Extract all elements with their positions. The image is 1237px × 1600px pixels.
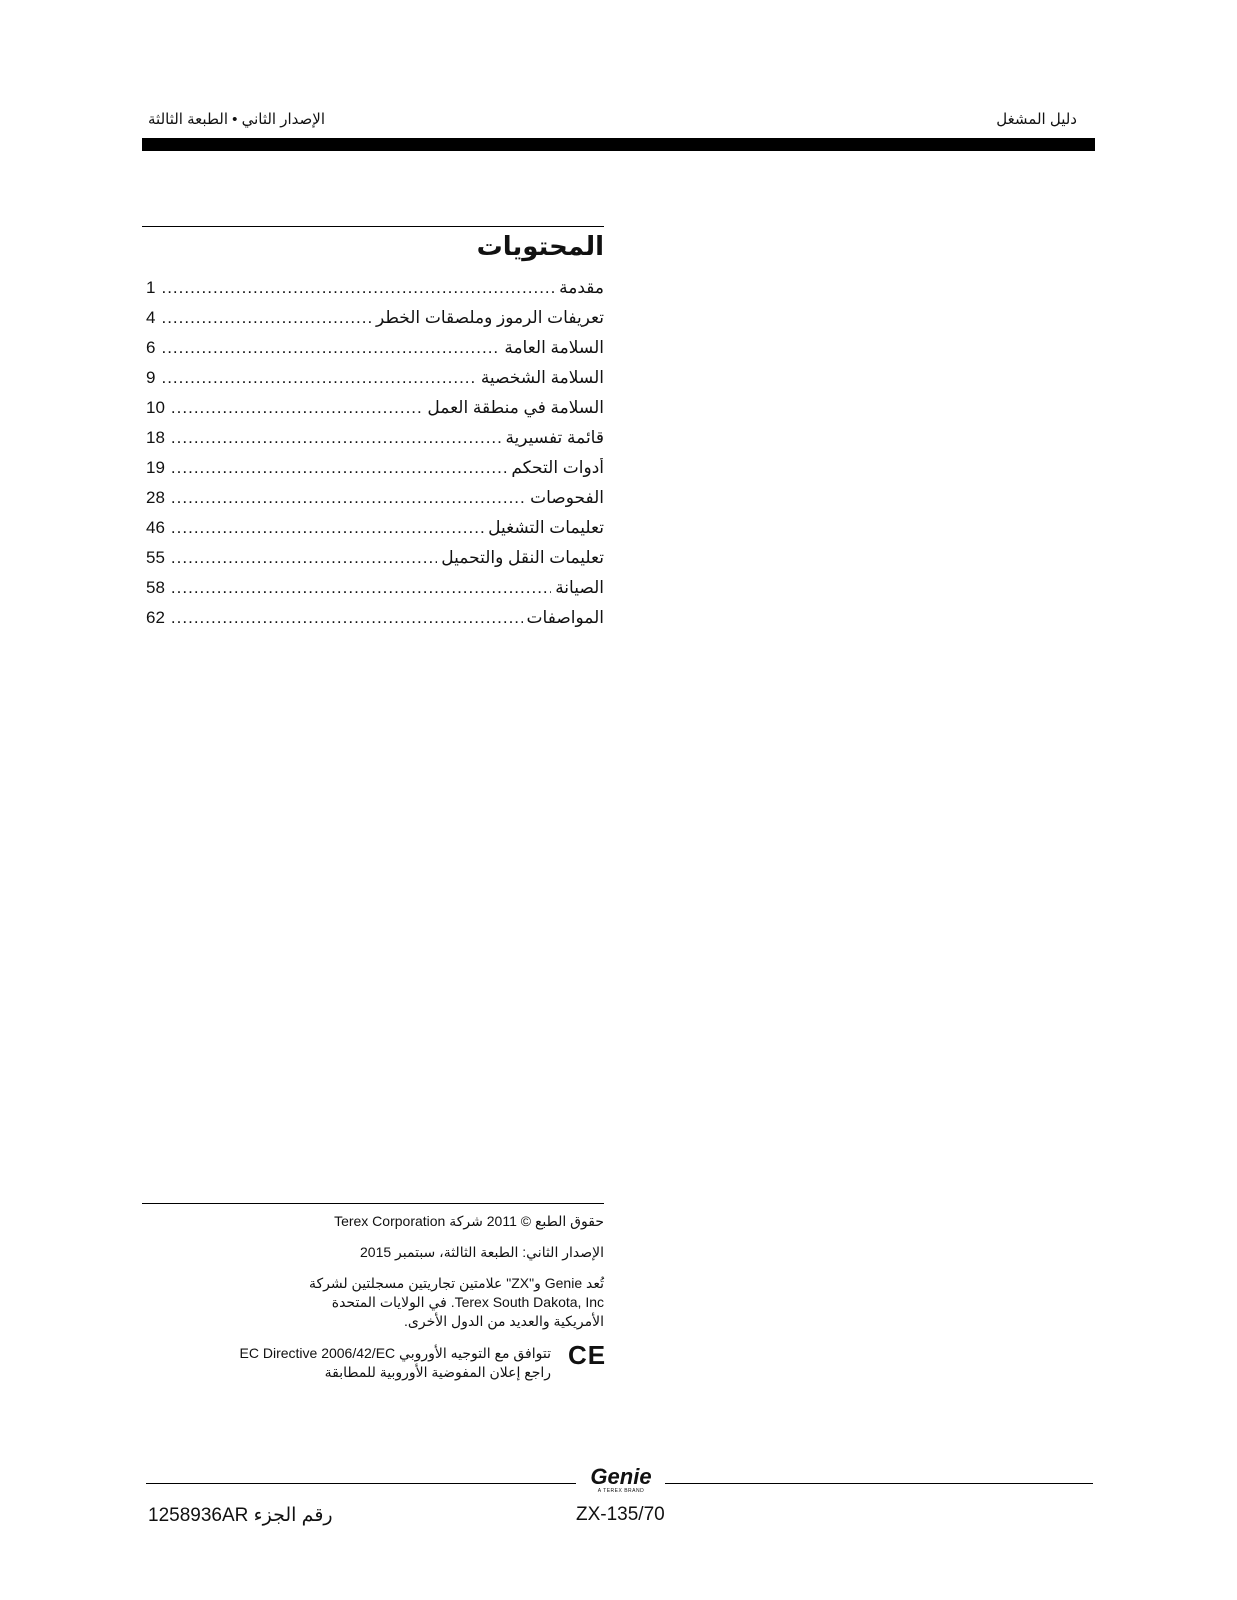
ce-mark-icon: CE [568,1340,607,1370]
toc-entry[interactable] [146,428,604,458]
toc-leader-dots [171,548,437,568]
toc-title: المحتويات [476,231,604,261]
toc-entry[interactable] [146,518,604,548]
model-number: ZX-135/70 [576,1504,665,1525]
legal-top-rule [142,1203,604,1204]
toc-entry[interactable] [146,608,604,638]
toc-entry-title: السلامة في منطقة العمل [427,398,604,417]
toc-entry-title: تعليمات النقل والتحميل [441,548,604,567]
trademark-line-2: Terex South Dakota, Inc. في الولايات المتحدة [331,1294,604,1310]
toc-leader-dots [171,488,526,508]
part-number: رقم الجزء 1258936AR [148,1505,333,1526]
copyright-text: حقوق الطبع © 2011 شركة Terex Corporation [334,1213,604,1229]
toc-entry-page: 19 [146,458,165,477]
toc-list [146,278,604,638]
toc-entry-page: 6 [146,338,156,357]
toc-entry-title: الصيانة [555,578,604,597]
toc-entry-title: السلامة العامة [504,338,604,357]
toc-entry-title: تعليمات التشغيل [488,518,604,537]
toc-entry-title: السلامة الشخصية [480,368,604,387]
toc-leader-dots [161,278,555,298]
toc-entry-title: تعريفات الرموز وملصقات الخطر [375,308,604,327]
toc-entry-title: أدوات التحكم [511,458,604,477]
toc-entry-page: 55 [146,548,165,567]
toc-entry-title: المواصفات [526,608,604,627]
toc-entry-title: مقدمة [559,278,604,297]
toc-entry-page: 1 [146,278,156,297]
toc-leader-dots [171,458,507,478]
genie-logo-tagline: A TEREX BRAND [597,1488,645,1494]
edition-text: الإصدار الثاني: الطبعة الثالثة، سبتمبر 2015 [360,1244,604,1260]
ce-directive-line-2: راجع إعلان المفوضية الأوروبية للمطابقة [324,1364,551,1380]
toc-entry-page: 10 [146,398,165,417]
bottom-rule-right [665,1483,1093,1484]
toc-leader-dots [161,368,476,388]
toc-entry[interactable] [146,578,604,608]
toc-leader-dots [161,308,371,328]
toc-entry-page: 4 [146,308,156,327]
toc-entry[interactable] [146,338,604,368]
genie-logo [582,1466,660,1494]
toc-entry-page: 28 [146,488,165,507]
toc-entry[interactable] [146,368,604,398]
bottom-rule-left [146,1483,576,1484]
trademark-line-3: الأمريكية والعديد من الدول الأخرى. [404,1313,604,1329]
toc-entry[interactable] [146,488,604,518]
toc-entry[interactable] [146,278,604,308]
toc-entry-page: 9 [146,368,156,387]
toc-entry-page: 58 [146,578,165,597]
trademark-line-1: تُعد Genie و"ZX" علامتين تجاريتين مسجلتين لشركة [309,1275,604,1291]
toc-entry-page: 18 [146,428,165,447]
toc-entry[interactable] [146,308,604,338]
ce-directive-line-1: تتوافق مع التوجيه الأوروبي EC Directive 2006/42/EC [239,1345,551,1361]
toc-entry-page: 46 [146,518,165,537]
toc-leader-dots [171,398,423,418]
header-divider-bar [142,138,1095,151]
toc-leader-dots [161,338,500,358]
toc-leader-dots [171,428,502,448]
toc-entry[interactable] [146,458,604,488]
toc-leader-dots [171,578,551,598]
toc-entry[interactable] [146,398,604,428]
toc-entry-title: قائمة تفسيرية [505,428,604,447]
toc-top-rule [142,226,604,227]
toc-entry-page: 62 [146,608,165,627]
toc-entry-title: الفحوصات [530,488,604,507]
toc-leader-dots [171,518,484,538]
toc-entry[interactable] [146,548,604,578]
header-manual-title: دليل المشغل [996,111,1077,128]
genie-logo-wordmark: Genie [590,1464,652,1489]
header-edition-text: الإصدار الثاني • الطبعة الثالثة [148,111,325,128]
toc-leader-dots [171,608,523,628]
